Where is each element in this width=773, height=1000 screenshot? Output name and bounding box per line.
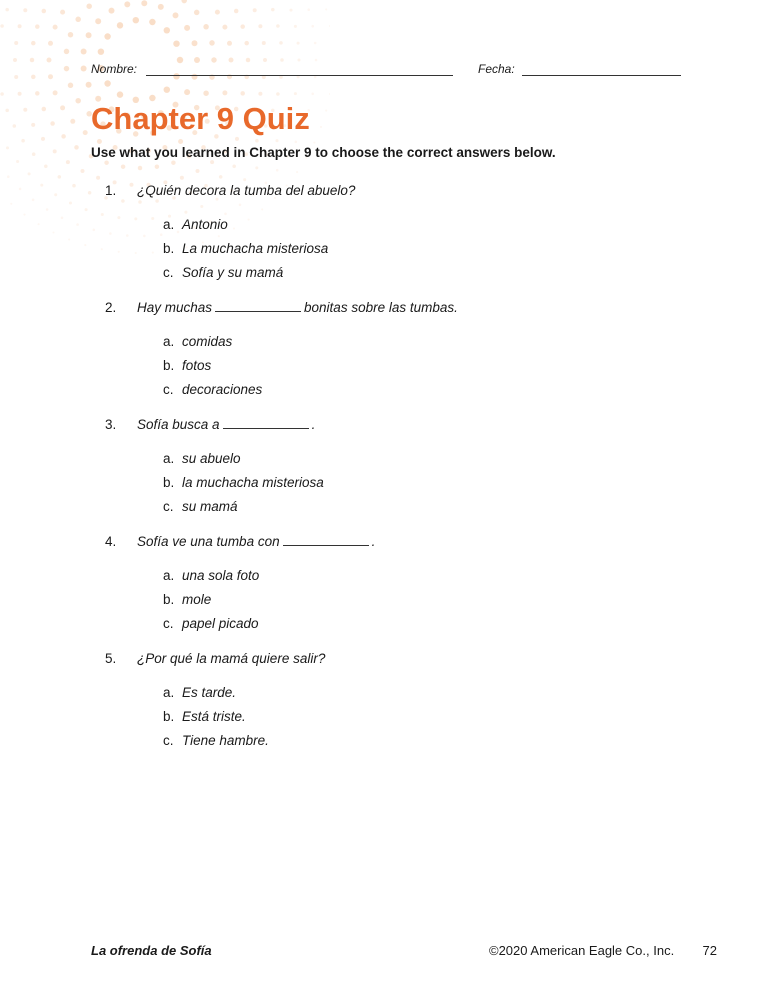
decorative-dot	[311, 25, 314, 28]
decorative-dot	[35, 24, 40, 29]
decorative-dot	[68, 238, 70, 240]
decorative-dot	[60, 10, 65, 15]
decorative-dot	[244, 41, 249, 46]
decorative-dot	[85, 208, 88, 211]
decorative-dot	[104, 33, 110, 39]
decorative-dot	[53, 25, 58, 30]
question-number: 4.	[105, 534, 117, 549]
decorative-dot	[152, 252, 154, 254]
decorative-dot	[258, 92, 262, 96]
decorative-dot	[97, 139, 102, 144]
option-letter: c.	[163, 382, 174, 397]
option-text: su mamá	[182, 499, 238, 514]
decorative-dot	[255, 139, 259, 143]
question-text-before: ¿Quién decora la tumba del abuelo?	[137, 183, 356, 198]
decorative-dot	[239, 204, 242, 207]
decorative-dot	[109, 232, 112, 235]
decorative-dot	[66, 160, 70, 164]
question-text	[137, 651, 325, 666]
decorative-dot	[40, 184, 43, 187]
date-field[interactable]	[522, 75, 681, 76]
decorative-dot	[233, 227, 235, 229]
answer-option-5-c[interactable]	[163, 733, 269, 751]
option-text: una sola foto	[182, 568, 260, 583]
option-letter: c.	[163, 616, 174, 631]
decorative-dot	[96, 176, 100, 180]
decorative-dot	[47, 58, 52, 63]
option-text: Antonio	[182, 217, 228, 232]
decorative-dot	[313, 142, 315, 144]
decorative-dot	[104, 160, 109, 165]
decorative-dot	[35, 91, 40, 96]
decorative-dot	[262, 41, 266, 45]
question-number: 5.	[105, 651, 117, 666]
option-letter: a.	[163, 568, 175, 583]
decorative-dot	[184, 89, 190, 95]
answer-option-2-a[interactable]	[163, 334, 232, 352]
decorative-dot	[86, 32, 92, 38]
decorative-dot	[0, 24, 4, 28]
question-text-after: bonitas sobre las tumbas.	[304, 300, 458, 315]
decorative-dot	[32, 152, 36, 156]
decorative-dot	[227, 41, 232, 46]
decorative-dot	[52, 231, 54, 233]
date-label: Fecha:	[478, 62, 515, 76]
decorative-dot	[253, 8, 257, 12]
decorative-dot	[54, 193, 57, 196]
page-number: 72	[702, 943, 717, 958]
decorative-dot	[129, 183, 133, 187]
option-letter: c.	[163, 499, 174, 514]
page-footer	[91, 943, 717, 961]
decorative-dot	[68, 32, 73, 37]
answer-option-4-b[interactable]	[163, 592, 211, 610]
answer-option-3-b[interactable]	[163, 475, 324, 493]
decorative-dot	[307, 8, 310, 11]
answer-option-2-b[interactable]	[163, 358, 211, 376]
decorative-dot	[7, 175, 10, 178]
decorative-dot	[121, 199, 125, 203]
decorative-dot	[46, 208, 49, 211]
decorative-dot	[93, 229, 96, 232]
decorative-dot	[31, 75, 36, 80]
decorative-dot	[31, 41, 36, 46]
decorative-dot	[138, 166, 143, 171]
decorative-dot	[61, 134, 66, 139]
option-letter: a.	[163, 334, 175, 349]
decorative-dot	[50, 121, 55, 126]
decorative-dot	[134, 217, 137, 220]
decorative-dot	[68, 83, 73, 88]
decorative-dot	[222, 90, 227, 95]
decorative-dot	[5, 109, 9, 113]
answer-option-1-a[interactable]	[163, 217, 228, 235]
decorative-dot	[14, 41, 18, 45]
option-letter: b.	[163, 475, 175, 490]
decorative-dot	[294, 25, 297, 28]
decorative-dot	[14, 75, 18, 79]
decorative-dot	[23, 108, 27, 112]
decorative-dot	[76, 223, 79, 226]
decorative-dot	[81, 49, 87, 55]
decorative-dot	[32, 199, 35, 202]
option-text: su abuelo	[182, 451, 241, 466]
decorative-dot	[181, 0, 186, 3]
decorative-dot	[117, 216, 120, 219]
answer-option-4-a[interactable]	[163, 568, 259, 586]
name-label: Nombre:	[91, 62, 138, 76]
decorative-dot	[184, 25, 190, 31]
decorative-dot	[184, 211, 187, 214]
decorative-dot	[13, 58, 17, 62]
decorative-dot	[248, 219, 250, 221]
decorative-dot	[224, 213, 227, 216]
option-letter: b.	[163, 709, 175, 724]
option-text: Es tarde.	[182, 685, 237, 700]
decorative-dot	[243, 178, 246, 181]
decorative-dot	[42, 9, 47, 14]
decorative-dot	[109, 8, 115, 14]
decorative-dot	[325, 8, 327, 10]
decorative-dot	[18, 24, 22, 28]
decorative-dot	[88, 191, 92, 195]
question-text-before: Sofía busca a	[137, 417, 220, 432]
option-letter: c.	[163, 733, 174, 748]
option-letter: a.	[163, 685, 175, 700]
decorative-dot	[58, 175, 62, 179]
option-text: mole	[182, 592, 212, 607]
option-letter: b.	[163, 592, 175, 607]
decorative-dot	[117, 91, 123, 97]
decorative-dot	[23, 8, 27, 12]
option-text: Está triste.	[182, 709, 246, 724]
question-text-before: Hay muchas	[137, 300, 213, 315]
page-title: Chapter 9 Quiz	[91, 101, 310, 136]
decorative-dot	[289, 9, 292, 12]
decorative-dot	[75, 98, 80, 103]
decorative-dot	[95, 18, 101, 24]
option-letter: a.	[163, 451, 175, 466]
decorative-dot	[311, 93, 314, 96]
decorative-dot	[315, 59, 318, 62]
decorative-dot	[203, 24, 208, 29]
decorative-dot	[276, 92, 280, 96]
decorative-dot	[329, 25, 330, 27]
decorative-dot	[200, 205, 203, 208]
decorative-dot	[19, 188, 22, 191]
name-field[interactable]	[146, 75, 453, 76]
decorative-dot	[215, 198, 218, 201]
decorative-dot	[69, 201, 72, 204]
decorative-dot	[325, 110, 327, 112]
decorative-dot	[276, 169, 279, 172]
decorative-dot	[86, 82, 92, 88]
decorative-dot	[235, 137, 239, 141]
decorative-dot	[296, 171, 298, 173]
answer-blank[interactable]	[215, 300, 301, 312]
name-date-header	[91, 62, 691, 78]
decorative-dot	[6, 146, 9, 149]
answer-option-2-c[interactable]	[163, 382, 262, 400]
decorative-dot	[203, 90, 208, 95]
decorative-dot	[72, 184, 76, 188]
decorative-dot	[294, 92, 297, 95]
option-text: Sofía y su mamá	[182, 265, 284, 280]
instructions: Use what you learned in Chapter 9 to choose the correct answers below.	[91, 145, 556, 160]
decorative-dot	[41, 137, 45, 141]
decorative-dot	[86, 3, 91, 8]
option-text: La muchacha misteriosa	[182, 241, 329, 256]
decorative-dot	[180, 176, 184, 180]
question-text-before: ¿Por qué la mamá quiere salir?	[137, 651, 326, 666]
decorative-dot	[195, 169, 199, 173]
decorative-dot	[297, 42, 300, 45]
decorative-dot	[74, 145, 79, 150]
decorative-dot	[240, 24, 245, 29]
decorative-dot	[53, 90, 58, 95]
answer-option-3-a[interactable]	[163, 451, 241, 469]
decorative-dot	[83, 130, 88, 135]
decorative-dot	[329, 93, 330, 95]
question-text	[137, 534, 375, 549]
decorative-dot	[271, 8, 275, 12]
answer-option-5-a[interactable]	[163, 685, 236, 703]
decorative-dot	[222, 25, 227, 30]
decorative-dot	[30, 58, 35, 63]
option-letter: a.	[163, 217, 175, 232]
decorative-dot	[314, 42, 317, 45]
decorative-dot	[133, 17, 139, 23]
option-text: Tiene hambre.	[182, 733, 269, 748]
answer-option-5-b[interactable]	[163, 709, 246, 727]
decorative-dot	[143, 235, 146, 238]
option-text: fotos	[182, 358, 212, 373]
answer-option-3-c[interactable]	[163, 499, 238, 517]
decorative-dot	[121, 164, 126, 169]
decorative-dot	[171, 160, 176, 165]
decorative-dot	[21, 139, 25, 143]
decorative-dot	[28, 172, 31, 175]
question-text	[137, 300, 458, 315]
decorative-dot	[295, 141, 298, 144]
decorative-dot	[16, 160, 19, 163]
decorative-dot	[255, 166, 258, 169]
decorative-dot	[158, 4, 164, 10]
decorative-dot	[258, 24, 262, 28]
decorative-dot	[173, 40, 179, 46]
decorative-dot	[81, 66, 87, 72]
decorative-dot	[320, 126, 322, 128]
decorative-dot	[101, 213, 104, 216]
decorative-dot	[84, 244, 86, 246]
decorative-dot	[173, 12, 179, 18]
question-text	[137, 417, 315, 432]
question-number: 1.	[105, 183, 117, 198]
decorative-dot	[275, 139, 278, 142]
decorative-dot	[240, 91, 245, 96]
decorative-dot	[104, 80, 110, 86]
decorative-dot	[192, 40, 198, 46]
option-letter: b.	[163, 241, 175, 256]
decorative-dot	[53, 149, 57, 153]
decorative-dot	[44, 165, 48, 169]
decorative-dot	[117, 22, 123, 28]
book-title: La ofrenda de Sofía	[91, 943, 212, 958]
decorative-dot	[60, 105, 65, 110]
decorative-dot	[48, 74, 53, 79]
decorative-dot	[164, 27, 170, 33]
decorative-dot	[13, 124, 17, 128]
decorative-dot	[70, 119, 75, 124]
decorative-dot	[80, 169, 84, 173]
question-text-after: .	[371, 534, 376, 549]
decorative-dot	[101, 248, 103, 250]
decorative-dot	[215, 10, 220, 15]
decorative-dot	[0, 92, 4, 96]
decorative-dot	[232, 165, 236, 169]
question-number: 2.	[105, 300, 117, 315]
decorative-dot	[61, 217, 64, 220]
option-text: papel picado	[182, 616, 259, 631]
option-letter: c.	[163, 265, 174, 280]
decorative-dot	[218, 235, 220, 237]
answer-option-1-c[interactable]	[163, 265, 283, 283]
decorative-dot	[23, 214, 25, 216]
question-text	[137, 183, 355, 198]
decorative-dot	[141, 0, 147, 6]
decorative-dot	[209, 40, 214, 45]
decorative-dot	[5, 8, 9, 12]
decorative-dot	[210, 160, 214, 164]
question-number: 3.	[105, 417, 117, 432]
decorative-dot	[138, 200, 142, 204]
decorative-dot	[10, 203, 12, 205]
option-text: comidas	[182, 334, 233, 349]
decorative-dot	[178, 139, 183, 144]
answer-option-4-c[interactable]	[163, 616, 259, 634]
decorative-dot	[98, 48, 104, 54]
question-text-before: Sofía ve una tumba con	[137, 534, 280, 549]
decorative-dot	[48, 41, 53, 46]
copyright: ©2020 American Eagle Co., Inc.	[489, 943, 675, 958]
decorative-dot	[151, 217, 154, 220]
decorative-dot	[124, 1, 130, 7]
decorative-dot	[135, 252, 137, 254]
decorative-dot	[149, 19, 155, 25]
decorative-dot	[75, 17, 80, 22]
decorative-dot	[31, 123, 35, 127]
decorative-dot	[126, 234, 129, 237]
decorative-dot	[261, 208, 263, 210]
decorative-dot	[164, 86, 170, 92]
option-letter: b.	[163, 358, 175, 373]
decorative-dot	[279, 41, 283, 45]
decorative-dot	[155, 199, 159, 203]
decorative-dot	[64, 49, 69, 54]
decorative-dot	[234, 9, 239, 14]
question-text-after: .	[311, 417, 316, 432]
decorative-dot	[64, 66, 69, 71]
option-text: decoraciones	[182, 382, 263, 397]
decorative-dot	[276, 24, 280, 28]
decorative-dot	[118, 251, 120, 253]
decorative-dot	[155, 164, 160, 169]
answer-blank[interactable]	[283, 534, 369, 546]
decorative-dot	[194, 10, 199, 15]
option-text: la muchacha misteriosa	[182, 475, 324, 490]
decorative-dot	[219, 175, 223, 179]
decorative-dot	[18, 92, 22, 96]
answer-blank[interactable]	[223, 417, 309, 429]
decorative-dot	[42, 107, 47, 112]
decorative-dot	[38, 223, 40, 225]
answer-option-1-b[interactable]	[163, 241, 328, 259]
